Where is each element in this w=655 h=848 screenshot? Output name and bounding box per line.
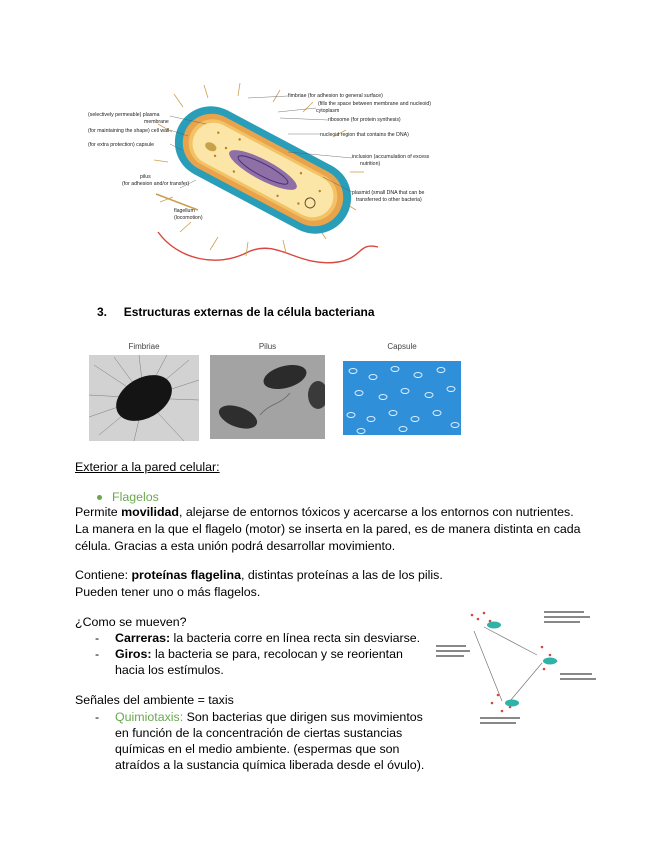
para-line-4: Contiene: proteínas flagelina, distintas proteínas a las de los pilis. <box>75 568 443 582</box>
bullet-dot <box>97 495 102 500</box>
fimbriae-photo <box>89 355 199 441</box>
label-flagellum: flagellum <box>174 208 195 214</box>
list-item-giros: Giros: la bacteria se para, recolocan y se reorientan <box>115 647 403 661</box>
capsule-photo <box>343 361 461 435</box>
label-ribosome: ribosome (for protein synthesis) <box>328 117 401 123</box>
label-plasmid: plasmid (small DNA that can be <box>352 190 425 196</box>
list-dash-2: - <box>95 647 100 661</box>
para-line-3: célula. Gracias a esta unión podrá desarrollar movimiento. <box>75 539 396 553</box>
taxis-line: Señales del ambiente = taxis <box>75 693 234 707</box>
label-fimbriae: fimbriae (for adhesion to general surface) <box>288 93 383 99</box>
exterior-heading: Exterior a la pared celular: <box>75 460 220 474</box>
flagellum <box>158 232 378 263</box>
section-number: 3. <box>97 305 108 319</box>
list-item-giros-cont: hacia los estímulos. <box>115 663 224 677</box>
label-inclusion-cont: nutrition) <box>360 161 381 167</box>
label-plasma-membrane: (selectively permeable) plasma <box>88 112 160 118</box>
bacteria-cell-diagram <box>88 82 468 274</box>
label-flagellum-desc: (locomotion) <box>174 215 203 221</box>
label-capsule: (for extra protection) capsule <box>88 142 155 148</box>
label-cell-wall: (for maintaining the shape) cell wall <box>88 128 170 134</box>
label-pilus-desc: (for adhesion and/or transfer) <box>122 181 190 187</box>
label-cytoplasm: cytoplasm <box>316 108 340 114</box>
quimiotaxis-line-4: atraídos a la sustancia química liberada desde el óvulo). <box>115 758 425 772</box>
photo-caption-pilus: Pilus <box>258 342 277 351</box>
bacterium-1 <box>487 622 501 629</box>
para-line-5: Pueden tener uno o más flagelos. <box>75 585 261 599</box>
label-pilus: pilus <box>140 174 151 180</box>
list-item-carreras: Carreras: la bacteria corre en línea recta sin desviarse. <box>115 631 421 645</box>
list-item-quimiotaxis: Quimiotaxis: Son bacterias que dirigen sus movimientos <box>115 710 423 724</box>
section-title: Estructuras externas de la célula bacteriana <box>123 305 375 319</box>
para-line-2: La manera en la que el flagelo (motor) se inserta en la pared, es de manera distinta en cada <box>75 522 581 536</box>
bullet-label: Flagelos <box>112 490 159 504</box>
run-tumble-figure <box>432 603 598 728</box>
list-dash-1: - <box>95 631 100 645</box>
label-plasmid-cont: transferred to other bacteria) <box>356 197 422 203</box>
bacterium-3 <box>505 700 519 707</box>
label-nucleoid: nucleoid region that contains the DNA) <box>320 132 409 138</box>
photo-caption-fimbriae: Fimbriae <box>128 342 160 351</box>
question-line: ¿Como se mueven? <box>75 615 187 629</box>
label-cytoplasm-desc: (fills the space between membrane and nucleoid) <box>318 101 432 107</box>
label-inclusion: inclusion (accumulation of excess <box>352 154 430 160</box>
photo-caption-capsule: Capsule <box>387 342 417 351</box>
quimiotaxis-line-2: en función de la concentración de ciertas sustancias <box>115 726 403 740</box>
list-dash-3: - <box>95 710 100 724</box>
para-line-1: Permite movilidad, alejarse de entornos tóxicos y acercarse a los entornos con nutrientes. <box>75 505 574 519</box>
quimiotaxis-line-3: químicas en el medio ambiente. (espermas que son <box>115 742 400 756</box>
pilus-photo <box>210 355 325 439</box>
bacterium-2 <box>543 658 557 665</box>
section-heading <box>97 305 375 319</box>
label-plasma-membrane-cont: membrane <box>144 119 169 125</box>
